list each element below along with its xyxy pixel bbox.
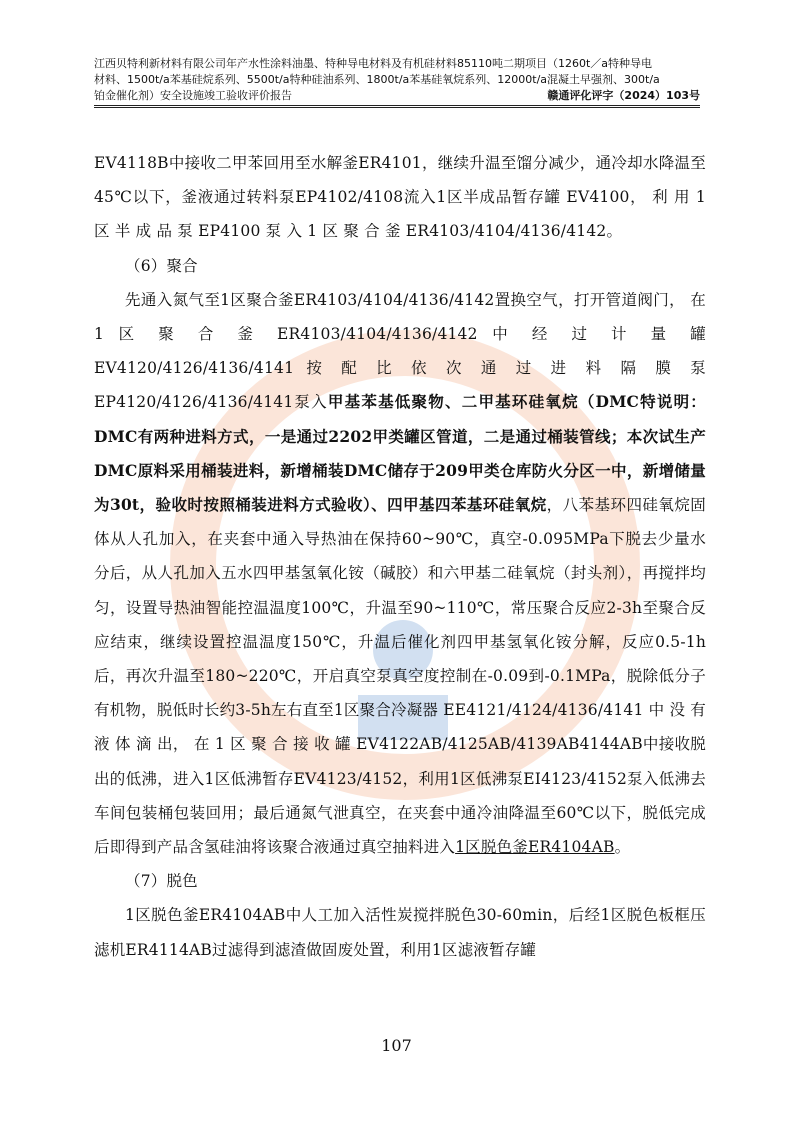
paragraph-2-underlined: 1区脱色釜ER4104AB bbox=[455, 838, 615, 857]
paragraph-2-part-a: 先通入氮气至1区聚合釜ER4103/4104/4136/4142置换空气，打开管道阀门， 在 1 区 聚 合 釜 ER4103/4104/4136/4142 中 经 过 计 量 罐 EV4120/4126/4136/4141 按 配 比 依 次 通 过 进 料 隔 膜 泵 EP4120/4126/4136/4141泵入 bbox=[94, 290, 706, 412]
paragraph-3: 1区脱色釜ER4104AB中人工加入活性炭搅拌脱色30-60min，后经1区脱色板框压滤机ER4114AB过滤得到滤渣做固废处置，利用1区滤液暂存罐 bbox=[94, 906, 706, 959]
paragraph-2-bold: 甲基苯基低聚物、二甲基环硅氧烷（DMC特说明： DMC有两种进料方式，一是通过2202甲类罐区管道，二是通过桶装管线；本次试生产DMC原料采用桶装进料，新增桶装DMC储存于209甲类仓库防火分区一中，新增储量为30t，验收时按照桶装进料方式验收）、四甲基四苯基环硅氧烷 bbox=[94, 392, 706, 515]
header-rule-thin bbox=[94, 107, 700, 108]
paragraph-1: EV4118B中接收二甲苯回用至水解釜ER4101，继续升温至馏分减少，通冷却水降温至45℃以下，釜液通过转料泵EP4102/4108流入1区半成品暂存罐 EV4100， 利 用 1 区 半 成 品 泵 EP4100 泵 入 1 区 聚 合 釜 ER4103/4104/4136/4142。 bbox=[94, 154, 706, 241]
header-title-line-1: 江西贝特利新材料有限公司年产水性涂料油墨、特种导电材料及有机硅材料85110吨二期项目（1260t／a特种导电 bbox=[94, 57, 653, 70]
section-heading-6: （6）聚合 bbox=[125, 256, 198, 275]
section-heading-7: （7）脱色 bbox=[125, 872, 198, 891]
paragraph-2-end: 。 bbox=[614, 838, 631, 857]
document-number: 赣通评化评字（2024）103号 bbox=[547, 89, 700, 102]
header-title-line-3 bbox=[94, 88, 700, 104]
page-header bbox=[94, 56, 700, 104]
page-number: 107 bbox=[381, 1036, 412, 1055]
header-rule bbox=[94, 105, 700, 106]
header-title-tail: 铂金催化剂）安全设施竣工验收评价报告 bbox=[94, 89, 292, 102]
header-title-line-2: 材料、1500t/a苯基硅烷系列、5500t/a特种硅油系列、1800t/a苯基硅氧烷系列、12000t/a混凝土早强剂、300t/a bbox=[94, 73, 660, 86]
paragraph-2 bbox=[94, 283, 706, 864]
paragraph-2-part-c: ，八苯基环四硅氧烷固体从人孔加入，在夹套中通入导热油在保持60~90℃，真空-0.095MPa下脱去少量水分后，从人孔加入五水四甲基氢氧化铵（碱胶）和六甲基二硅氧烷（封头剂），再搅拌均匀，设置导热油智能控温温度100℃，升温至90~110℃，常压聚合反应2-3h至聚合反应结束，继续设置控温温度150℃，升温后催化剂四甲基氢氧化铵分解，反应0.5-1h后，再次升温至180~220℃，开启真空泵真空度控制在-0.09到-0.1MPa，脱除低分子有机物，脱低时长约3-5h左右直至1区聚合冷凝器 EE4121/4124/4136/4141 中 没 有 液 体 滴 出， 在 1 区 聚 合 接 收 罐 EV4122AB/4125AB/4139AB4144AB中接收脱出的低沸，进入1区低沸暂存EV4123/4152，利用1区低沸泵EI4123/4152泵入低沸去车间包装桶包装回用；最后通氮气泄真空，在夹套中通冷油降温至60℃以下，脱低完成后即得到产品含氢硅油将该聚合液通过真空抽料进入 bbox=[94, 496, 706, 857]
body-text bbox=[94, 146, 706, 967]
